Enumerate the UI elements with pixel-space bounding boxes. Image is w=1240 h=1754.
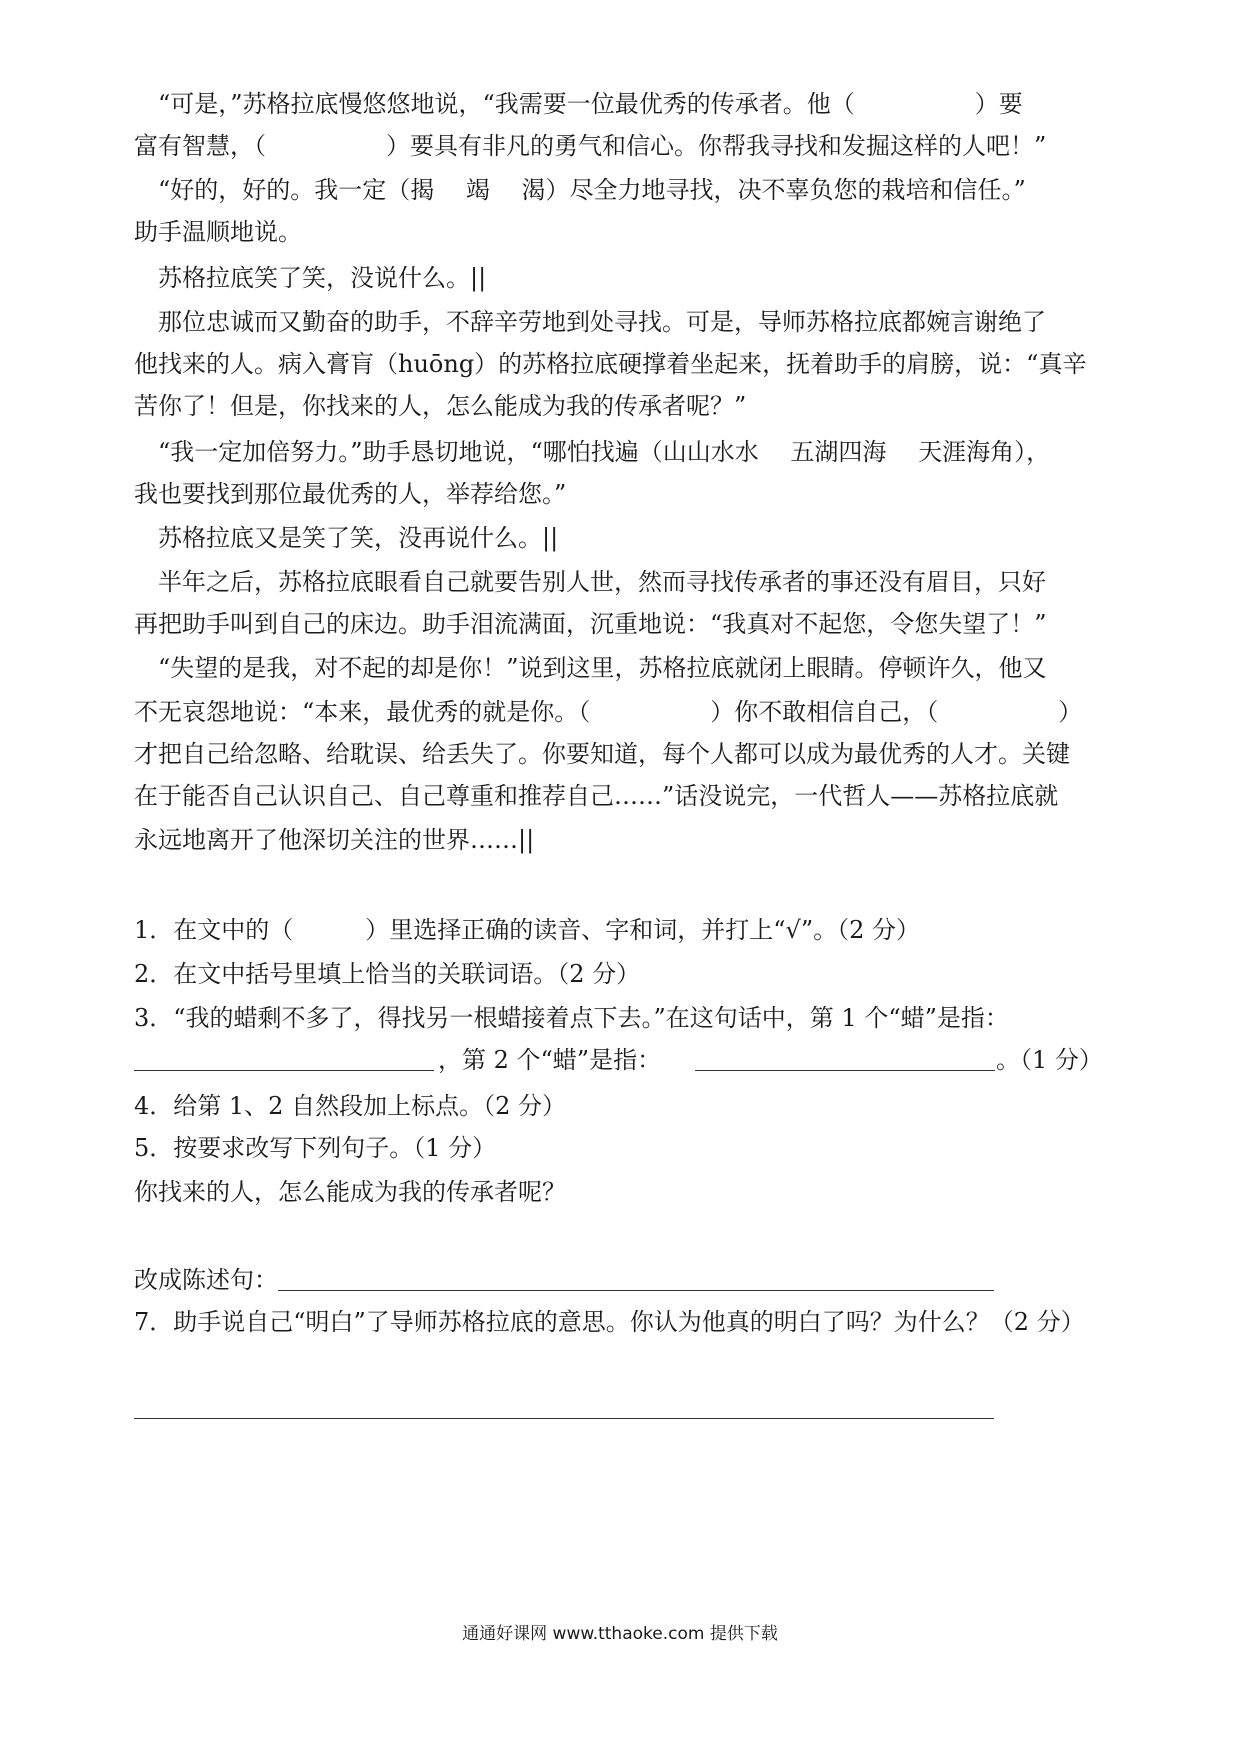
passage-line: 才把自己给忽略、给耽误、给丢失了。你要知道，每个人都可以成为最优秀的人才。关键 <box>134 740 1070 768</box>
passage-line: 他找来的人。病入膏肓（huōng）的苏格拉底硬撑着坐起来，抚着助手的肩膀，说：“真辛 <box>134 350 1087 378</box>
question-1: 1．在文中的（ ）里选择正确的读音、字和词，并打上“√”。（2 分） <box>134 916 920 944</box>
passage-line: 在于能否自己认识自己、自己尊重和推荐自己……”话没说完，一代哲人——苏格拉底就 <box>134 782 1059 810</box>
answer-line-q3-second[interactable] <box>695 1070 995 1071</box>
passage-line: 我也要找到那位最优秀的人，举荐给您。” <box>134 480 567 508</box>
passage-line: 半年之后，苏格拉底眼看自己就要告别人世，然而寻找传承者的事还没有眉目，只好 <box>134 568 1046 596</box>
footer-credit: 通通好课网 www.tthaoke.com 提供下载 <box>462 1624 778 1644</box>
passage-line: “失望的是我，对不起的却是你！”说到这里，苏格拉底就闭上眼睛。停顿许久，他又 <box>134 654 1047 682</box>
passage-line: 助手温顺地说。 <box>134 218 302 246</box>
question-3-part2: ，第 2 个“蜡”是指： <box>438 1046 662 1074</box>
passage-line: 那位忠诚而又勤奋的助手，不辞辛劳地到处寻找。可是，导师苏格拉底都婉言谢绝了 <box>134 308 1046 336</box>
passage-line: 苦你了！但是，你找来的人，怎么能成为我的传承者呢？” <box>134 392 747 420</box>
passage-line: “我一定加倍努力。”助手恳切地说，“哪怕找遍（山山水水 五湖四海 天涯海角）， <box>134 438 1051 466</box>
question-5-answer-label: 改成陈述句： <box>134 1266 278 1294</box>
answer-line-q7[interactable] <box>134 1418 994 1419</box>
question-5: 5．按要求改写下列句子。（1 分） <box>134 1134 497 1162</box>
passage-line: 永远地离开了他深切关注的世界……|| <box>134 826 535 854</box>
passage-line: 苏格拉底又是笑了笑，没再说什么。|| <box>134 524 559 552</box>
answer-line-q5[interactable] <box>278 1290 994 1291</box>
passage-line: 富有智慧，（ ）要具有非凡的勇气和信心。你帮我寻找和发掘这样的人吧！” <box>134 132 1047 160</box>
question-4: 4．给第 1、2 自然段加上标点。（2 分） <box>134 1092 566 1120</box>
passage-line: 不无哀怨地说：“本来，最优秀的就是你。（ ）你不敢相信自己，（ ） <box>134 698 1083 726</box>
passage-line: “好的，好的。我一定（揭 竭 渴）尽全力地寻找，决不辜负您的栽培和信任。” <box>134 176 1026 204</box>
passage-line: “可是，”苏格拉底慢悠悠地说，“我需要一位最优秀的传承者。他（ ）要 <box>134 90 1023 118</box>
question-5-sentence: 你找来的人，怎么能成为我的传承者呢？ <box>134 1178 566 1206</box>
answer-line-q3-first[interactable] <box>134 1070 434 1071</box>
question-3-score: 。（1 分） <box>996 1046 1103 1074</box>
question-2: 2．在文中括号里填上恰当的关联词语。（2 分） <box>134 960 641 988</box>
passage-line: 再把助手叫到自己的床边。助手泪流满面，沉重地说：“我真对不起您，令您失望了！” <box>134 610 1047 638</box>
passage-line: 苏格拉底笑了笑，没说什么。|| <box>134 264 487 292</box>
question-3: 3．“我的蜡剩不多了，得找另一根蜡接着点下去。”在这句话中，第 1 个“蜡”是指： <box>134 1004 1009 1032</box>
question-7: 7．助手说自己“明白”了导师苏格拉底的意思。你认为他真的明白了吗？为什么？（2 分） <box>134 1308 1085 1336</box>
